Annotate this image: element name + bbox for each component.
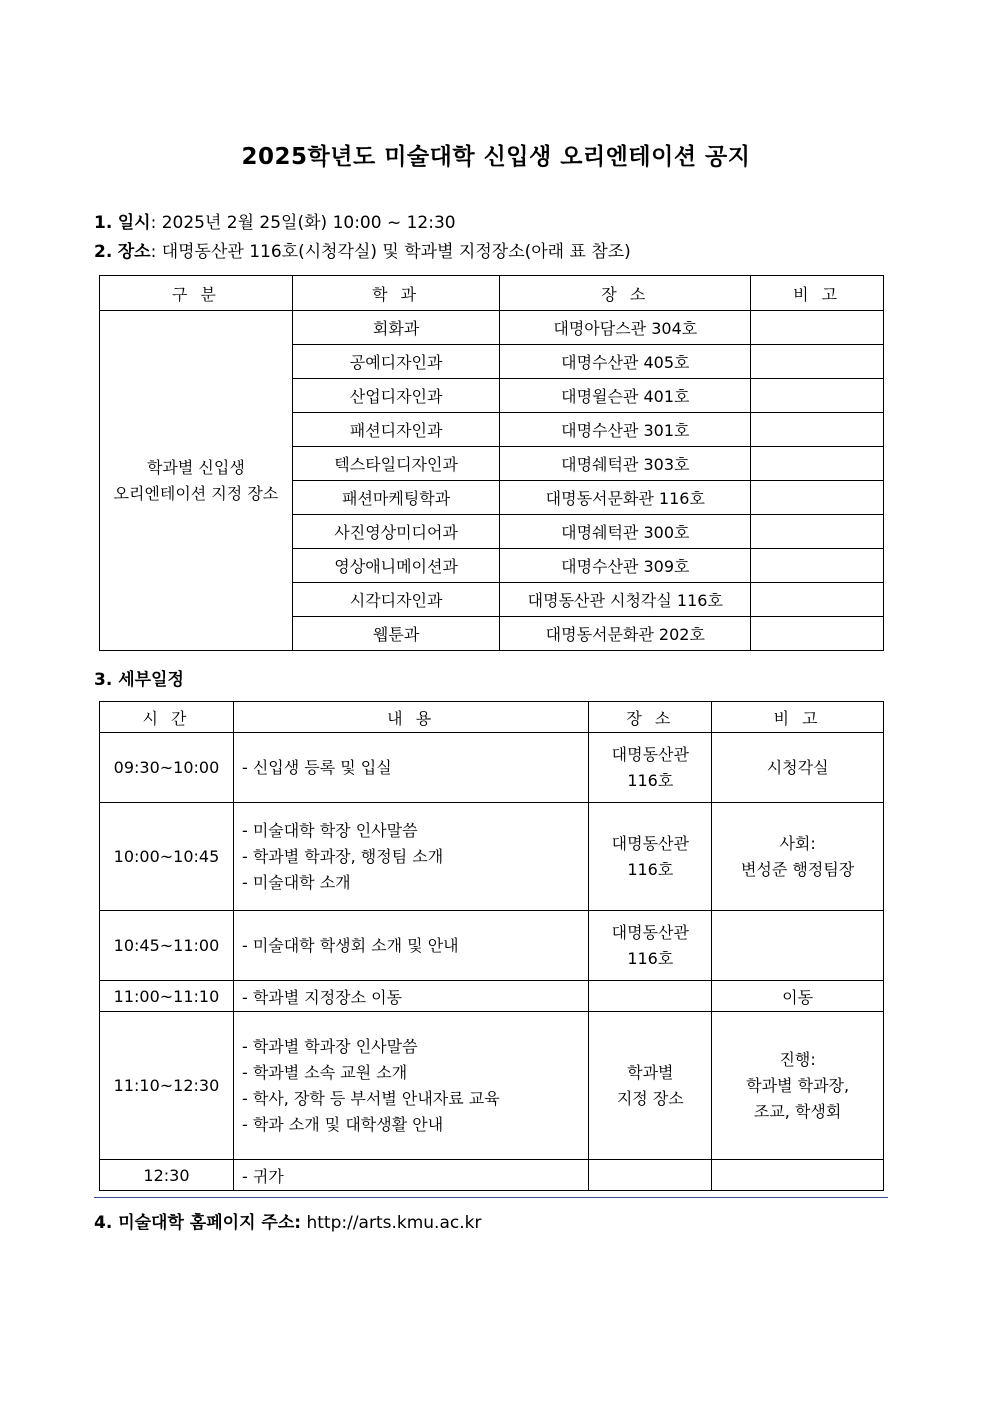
time-cell: 10:00~10:45 xyxy=(100,803,234,911)
table-row xyxy=(100,311,884,345)
note-line: 변성준 행정팀장 xyxy=(740,859,855,879)
detailed-schedule-table xyxy=(99,701,884,1191)
schedule-value: : 2025년 2월 25일(화) 10:00 ~ 12:30 xyxy=(150,213,456,233)
place-line: 116호 xyxy=(627,948,674,968)
department-cell: 사진영상미디어과 xyxy=(292,515,500,549)
content-cell xyxy=(233,911,588,981)
place-cell: 대명아담스관 304호 xyxy=(500,311,751,345)
content-cell xyxy=(233,733,588,803)
department-venue-table xyxy=(99,275,884,651)
content-line: - 귀가 xyxy=(241,1166,284,1186)
content-line: - 학과별 지정장소 이동 xyxy=(241,987,403,1007)
venue-label: 장소 xyxy=(117,242,151,262)
note-cell xyxy=(751,549,884,583)
content-line: - 미술대학 소개 xyxy=(241,872,351,892)
note-cell xyxy=(751,379,884,413)
note-cell xyxy=(751,583,884,617)
place-line: 대명동산관 xyxy=(611,922,689,942)
table-row xyxy=(100,911,884,981)
note-cell xyxy=(712,911,884,981)
table-row xyxy=(100,1012,884,1160)
header-note: 비 고 xyxy=(712,702,884,733)
venue-number: 2. xyxy=(94,242,113,262)
department-cell: 텍스타일디자인과 xyxy=(292,447,500,481)
content-line: - 학과별 소속 교원 소개 xyxy=(241,1062,408,1082)
place-cell: 대명쉐턱관 300호 xyxy=(500,515,751,549)
schedule-line xyxy=(94,208,456,233)
schedule-label: 일시 xyxy=(117,213,151,233)
note-line: 사회: xyxy=(779,833,816,853)
place-cell: 대명수산관 405호 xyxy=(500,345,751,379)
place-line: 지정 장소 xyxy=(616,1088,684,1108)
table-row xyxy=(100,803,884,911)
footer-divider xyxy=(94,1197,888,1198)
department-cell: 웹툰과 xyxy=(292,617,500,651)
content-line: - 학과별 학과장, 행정팀 소개 xyxy=(241,846,444,866)
page-title: 2025학년도 미술대학 신입생 오리엔테이션 공지 xyxy=(241,144,751,170)
note-line: 조교, 학생회 xyxy=(753,1101,842,1121)
note-cell xyxy=(751,311,884,345)
time-cell: 11:10~12:30 xyxy=(100,1012,234,1160)
homepage-url[interactable]: http://arts.kmu.ac.kr xyxy=(301,1213,482,1233)
department-cell: 패션마케팅학과 xyxy=(292,481,500,515)
place-line: 대명동산관 xyxy=(611,744,689,764)
table-header-row xyxy=(100,702,884,733)
content-cell xyxy=(233,803,588,911)
place-line: 학과별 xyxy=(627,1062,674,1082)
content-line: - 학과별 학과장 인사말씀 xyxy=(241,1036,418,1056)
place-cell xyxy=(589,981,712,1012)
note-cell xyxy=(751,617,884,651)
place-cell: 대명수산관 301호 xyxy=(500,413,751,447)
note-line: 이동 xyxy=(782,987,814,1007)
homepage-label: 4. 미술대학 홈페이지 주소: xyxy=(94,1213,302,1233)
department-cell: 산업디자인과 xyxy=(292,379,500,413)
content-line: - 신입생 등록 및 입실 xyxy=(241,757,392,777)
header-category: 구 분 xyxy=(100,276,293,311)
category-cell xyxy=(100,311,293,651)
header-department: 학 과 xyxy=(292,276,500,311)
note-cell xyxy=(751,345,884,379)
place-cell: 대명동산관 시청각실 116호 xyxy=(500,583,751,617)
schedule-number: 1. xyxy=(94,213,113,233)
place-cell: 대명동서문화관 202호 xyxy=(500,617,751,651)
content-cell xyxy=(233,981,588,1012)
header-time: 시 간 xyxy=(100,702,234,733)
venue-line xyxy=(94,237,631,262)
note-cell xyxy=(712,1160,884,1191)
content-line: - 학사, 장학 등 부서별 안내자료 교육 xyxy=(241,1088,500,1108)
place-line: 대명동산관 xyxy=(611,833,689,853)
category-line: 학과별 신입생 xyxy=(146,457,245,477)
department-cell: 공예디자인과 xyxy=(292,345,500,379)
department-cell: 패션디자인과 xyxy=(292,413,500,447)
note-line: 학과별 학과장, xyxy=(746,1075,850,1095)
header-place: 장 소 xyxy=(589,702,712,733)
place-cell: 대명수산관 309호 xyxy=(500,549,751,583)
place-cell xyxy=(589,1012,712,1160)
place-line: 116호 xyxy=(627,859,674,879)
note-cell xyxy=(712,981,884,1012)
time-cell: 10:45~11:00 xyxy=(100,911,234,981)
content-line: - 미술대학 학생회 소개 및 안내 xyxy=(241,935,459,955)
note-cell xyxy=(712,803,884,911)
table-row xyxy=(100,733,884,803)
table-header-row xyxy=(100,276,884,311)
detailed-schedule-heading: 3. 세부일정 xyxy=(94,670,184,690)
note-cell xyxy=(712,1012,884,1160)
department-cell: 회화과 xyxy=(292,311,500,345)
note-cell xyxy=(712,733,884,803)
place-cell: 대명동서문화관 116호 xyxy=(500,481,751,515)
department-cell: 영상애니메이션과 xyxy=(292,549,500,583)
homepage-line xyxy=(94,1208,481,1233)
department-cell: 시각디자인과 xyxy=(292,583,500,617)
note-cell xyxy=(751,413,884,447)
venue-value: : 대명동산관 116호(시청각실) 및 학과별 지정장소(아래 표 참조) xyxy=(150,242,631,262)
content-cell xyxy=(233,1160,588,1191)
content-line: - 학과 소개 및 대학생활 안내 xyxy=(241,1114,444,1134)
content-cell xyxy=(233,1012,588,1160)
note-cell xyxy=(751,515,884,549)
category-line: 오리엔테이션 지정 장소 xyxy=(113,483,279,503)
place-cell xyxy=(589,911,712,981)
place-cell xyxy=(589,803,712,911)
note-line: 시청각실 xyxy=(766,757,829,777)
header-content: 내 용 xyxy=(233,702,588,733)
table-row xyxy=(100,1160,884,1191)
header-place: 장 소 xyxy=(500,276,751,311)
header-note: 비 고 xyxy=(751,276,884,311)
place-cell: 대명윌슨관 401호 xyxy=(500,379,751,413)
content-line: - 미술대학 학장 인사말씀 xyxy=(241,820,418,840)
place-cell xyxy=(589,733,712,803)
place-line: 116호 xyxy=(627,770,674,790)
place-cell: 대명쉐턱관 303호 xyxy=(500,447,751,481)
note-cell xyxy=(751,447,884,481)
table-row xyxy=(100,981,884,1012)
place-cell xyxy=(589,1160,712,1191)
note-cell xyxy=(751,481,884,515)
note-line: 진행: xyxy=(779,1049,816,1069)
time-cell: 12:30 xyxy=(100,1160,234,1191)
time-cell: 11:00~11:10 xyxy=(100,981,234,1012)
time-cell: 09:30~10:00 xyxy=(100,733,234,803)
